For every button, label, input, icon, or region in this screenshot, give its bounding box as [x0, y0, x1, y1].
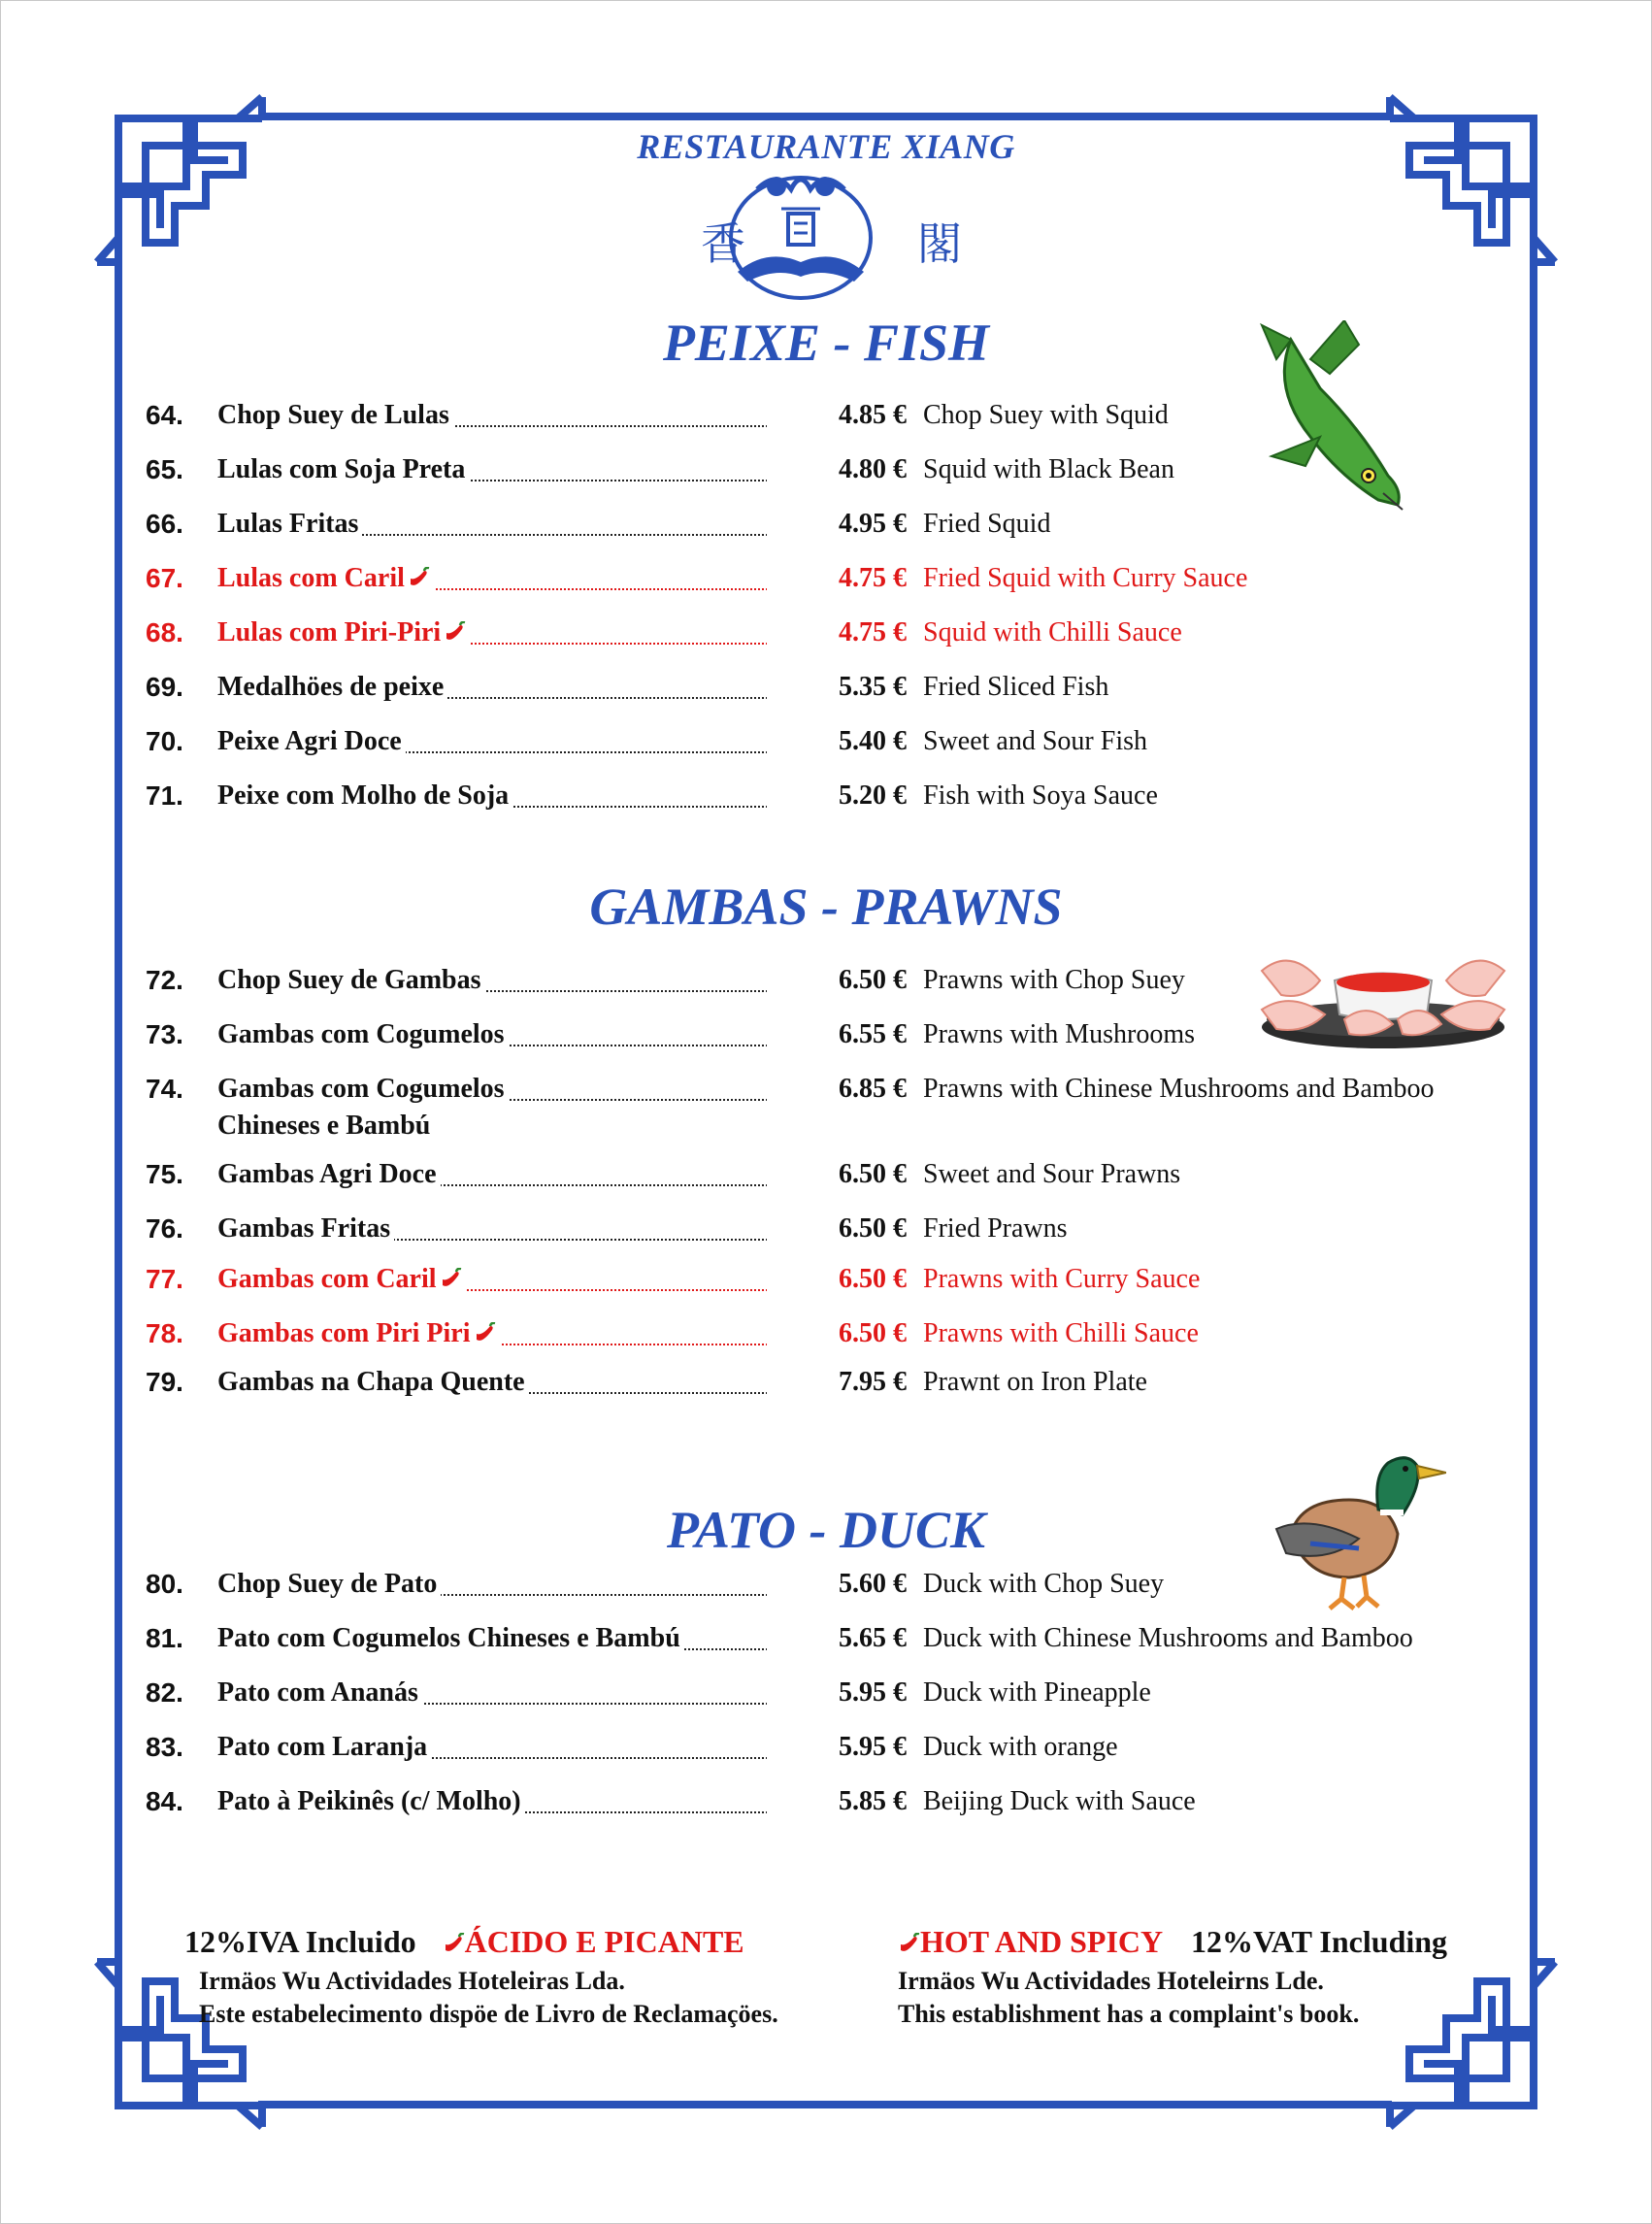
menu-item-84	[146, 1786, 1524, 1825]
item-price: 5.40 €	[767, 726, 907, 757]
menu-item-81	[146, 1623, 1524, 1662]
item-price: 7.95 €	[767, 1367, 907, 1398]
item-number: 65.	[146, 454, 183, 484]
item-price: 5.85 €	[767, 1786, 907, 1817]
item-name-pt: Chop Suey de Gambas	[217, 965, 485, 996]
item-number: 68.	[146, 617, 183, 647]
footer-left-company: Irmäos Wu Actividades Hoteleiras Lda.	[199, 1967, 625, 1995]
item-number: 72.	[146, 965, 183, 995]
footer-left-complaints: Este estabelecimento dispöe de Livro de Reclamaçöes.	[199, 2000, 778, 2028]
item-price: 6.50 €	[767, 1318, 907, 1349]
item-number: 74.	[146, 1074, 183, 1104]
item-name-pt: Peixe Agri Doce	[217, 726, 406, 757]
chili-pepper-icon	[405, 563, 430, 593]
menu-item-70	[146, 726, 1524, 765]
item-price: 6.50 €	[767, 965, 907, 996]
spicy-label-pt: ÁCIDO E PICANTE	[464, 1924, 744, 1959]
item-name-en: Fried Prawns	[923, 1213, 1068, 1244]
item-number: 71.	[146, 780, 183, 811]
menu-item-75	[146, 1159, 1524, 1198]
item-name-pt: Pato com Ananás	[217, 1677, 422, 1709]
menu-item-79	[146, 1367, 1524, 1406]
item-name-pt: Lulas Fritas	[217, 509, 362, 540]
item-name-en: Prawnt on Iron Plate	[923, 1367, 1147, 1397]
section-title-prawns: GAMBAS - PRAWNS	[589, 878, 1063, 936]
item-name-pt: Gambas com Piri Piri	[217, 1318, 500, 1349]
vat-included-text: 12%VAT Including	[1190, 1924, 1448, 1959]
section-title-fish: PEIXE - FISH	[662, 314, 990, 372]
item-name-pt: Pato com Laranja	[217, 1732, 431, 1763]
item-number: 73.	[146, 1019, 183, 1049]
item-name-pt: Pato com Cogumelos Chineses e Bambú	[217, 1623, 684, 1654]
item-name-pt: Pato à Peikinês (c/ Molho)	[217, 1786, 525, 1817]
menu-item-64	[146, 400, 1524, 439]
item-number: 82.	[146, 1677, 183, 1708]
item-price: 6.50 €	[767, 1159, 907, 1190]
item-price: 6.50 €	[767, 1264, 907, 1295]
item-name-en: Chop Suey with Squid	[923, 400, 1169, 430]
item-number: 84.	[146, 1786, 183, 1816]
menu-item-65	[146, 454, 1524, 493]
item-name-en: Duck with orange	[923, 1732, 1118, 1762]
item-number: 76.	[146, 1213, 183, 1244]
footer-right-spicy	[895, 1924, 1447, 1960]
spicy-label-en: HOT AND SPICY	[920, 1924, 1162, 1959]
item-price: 6.85 €	[767, 1074, 907, 1105]
menu-item-73	[146, 1019, 1524, 1058]
item-name-en: Sweet and Sour Prawns	[923, 1159, 1181, 1189]
item-price: 5.35 €	[767, 672, 907, 703]
item-number: 83.	[146, 1732, 183, 1762]
menu-item-80	[146, 1569, 1524, 1608]
item-name-en: Fried Squid	[923, 509, 1051, 539]
footer-left-iva	[184, 1924, 744, 1960]
item-number: 77.	[146, 1264, 183, 1294]
item-name-pt: Medalhöes de peixe	[217, 672, 447, 703]
restaurant-name: RESTAURANTE XIANG	[637, 127, 1015, 166]
menu-item-78	[146, 1318, 1524, 1357]
item-name-pt: Gambas com Cogumelos	[217, 1019, 509, 1050]
chili-pepper-icon	[471, 1318, 496, 1348]
item-number: 81.	[146, 1623, 183, 1653]
item-price: 5.20 €	[767, 780, 907, 812]
item-price: 4.95 €	[767, 509, 907, 540]
item-price: 6.50 €	[767, 1213, 907, 1245]
item-name-pt: Gambas Agri Doce	[217, 1159, 441, 1190]
item-name-pt: Lulas com Soja Preta	[217, 454, 469, 485]
section-title-duck: PATO - DUCK	[666, 1501, 986, 1559]
item-number: 75.	[146, 1159, 183, 1189]
footer-right-complaints: This establishment has a complaint's book.	[898, 2000, 1360, 2028]
menu-item-82	[146, 1677, 1524, 1716]
item-price: 4.75 €	[767, 563, 907, 594]
item-number: 70.	[146, 726, 183, 756]
chinese-character-right: 閣	[917, 217, 962, 270]
item-name-pt-line2: Chineses e Bambú	[217, 1111, 431, 1141]
item-name-pt: Gambas Fritas	[217, 1213, 394, 1245]
item-price: 6.55 €	[767, 1019, 907, 1050]
item-name-en: Prawns with Curry Sauce	[923, 1264, 1201, 1294]
item-name-en: Beijing Duck with Sauce	[923, 1786, 1196, 1816]
menu-item-83	[146, 1732, 1524, 1771]
chili-pepper-icon	[440, 1924, 465, 1959]
menu-item-67	[146, 563, 1524, 602]
menu-item-68	[146, 617, 1524, 656]
item-name-pt: Chop Suey de Lulas	[217, 400, 453, 431]
item-name-en: Fried Squid with Curry Sauce	[923, 563, 1248, 593]
item-number: 80.	[146, 1569, 183, 1599]
item-name-pt: Peixe com Molho de Soja	[217, 780, 512, 812]
item-price: 5.65 €	[767, 1623, 907, 1654]
menu-item-66	[146, 509, 1524, 548]
item-name-en: Prawns with Chop Suey	[923, 965, 1185, 995]
item-name-pt: Chop Suey de Pato	[217, 1569, 441, 1600]
item-name-en: Duck with Chinese Mushrooms and Bamboo	[923, 1623, 1413, 1653]
footer-right-company: Irmäos Wu Actividades Hoteleirns Lde.	[898, 1967, 1324, 1995]
item-name-pt: Gambas com Cogumelos	[217, 1074, 509, 1105]
item-number: 79.	[146, 1367, 183, 1397]
item-price: 5.95 €	[767, 1732, 907, 1763]
chili-pepper-icon	[895, 1924, 920, 1959]
menu-item-71	[146, 780, 1524, 819]
item-name-en: Prawns with Mushrooms	[923, 1019, 1196, 1049]
item-number: 78.	[146, 1318, 183, 1348]
item-name-en: Duck with Pineapple	[923, 1677, 1151, 1708]
item-name-pt: Lulas com Piri-Piri	[217, 617, 470, 648]
item-name-en: Prawns with Chinese Mushrooms and Bamboo	[923, 1074, 1435, 1104]
chili-pepper-icon	[441, 617, 466, 647]
item-name-en: Squid with Chilli Sauce	[923, 617, 1182, 647]
menu-item-72	[146, 965, 1524, 1004]
item-price: 5.95 €	[767, 1677, 907, 1709]
item-name-en: Duck with Chop Suey	[923, 1569, 1165, 1599]
menu-item-74	[146, 1074, 1524, 1141]
item-number: 67.	[146, 563, 183, 593]
item-price: 4.80 €	[767, 454, 907, 485]
item-price: 5.60 €	[767, 1569, 907, 1600]
item-name-en: Prawns with Chilli Sauce	[923, 1318, 1199, 1348]
item-number: 64.	[146, 400, 183, 430]
chinese-character-left: 香	[701, 217, 745, 270]
item-name-pt: Lulas com Caril	[217, 563, 434, 594]
item-name-en: Fried Sliced Fish	[923, 672, 1109, 702]
iva-included-text: 12%IVA Incluido	[184, 1924, 416, 1959]
item-name-en: Squid with Black Bean	[923, 454, 1174, 484]
menu-item-69	[146, 672, 1524, 711]
item-name-pt: Gambas com Caril	[217, 1264, 466, 1295]
chili-pepper-icon	[437, 1264, 462, 1294]
item-number: 69.	[146, 672, 183, 702]
item-price: 4.85 €	[767, 400, 907, 431]
item-name-pt: Gambas na Chapa Quente	[217, 1367, 529, 1398]
item-name-en: Fish with Soya Sauce	[923, 780, 1158, 811]
item-price: 4.75 €	[767, 617, 907, 648]
item-name-en: Sweet and Sour Fish	[923, 726, 1147, 756]
menu-item-76	[146, 1213, 1524, 1252]
menu-item-77	[146, 1264, 1524, 1303]
item-number: 66.	[146, 509, 183, 539]
